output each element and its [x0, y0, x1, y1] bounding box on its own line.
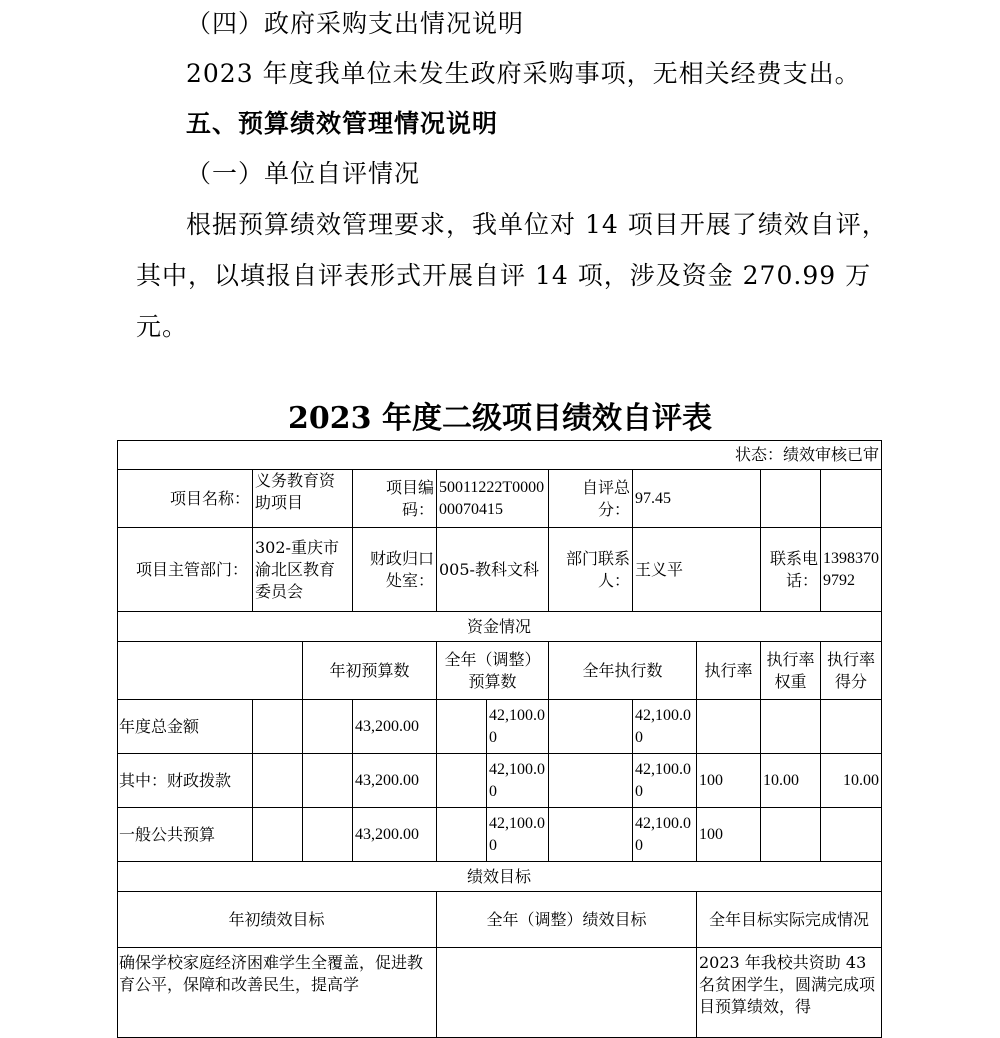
col-initial-goal: 年初绩效目标: [117, 892, 437, 948]
exec-score-value: [821, 700, 882, 754]
dept: 302-重庆市渝北区教育委员会: [253, 528, 353, 612]
dept-label: 项目主管部门：: [117, 528, 253, 612]
actual-completion-text: 2023 年我校共资助 43 名贫困学生，圆满完成项目预算绩效，得: [697, 948, 882, 1038]
execution-value: 42,100.00: [633, 754, 697, 808]
exec-rate-value: [697, 700, 761, 754]
col-initial-budget: 年初预算数: [303, 642, 437, 700]
phone-label: 联系电话：: [761, 528, 821, 612]
finance-office: 005-教科文科: [437, 528, 549, 612]
empty-cell: [303, 754, 353, 808]
performance-section-header: 绩效目标: [117, 862, 882, 892]
paragraph-line-3: 元。: [136, 312, 189, 341]
initial-budget-value: 43,200.00: [353, 700, 437, 754]
col-exec-rate: 执行率: [697, 642, 761, 700]
paragraph-line-1: 根据预算绩效管理要求，我单位对 14 项目开展了绩效自评，: [186, 210, 888, 239]
empty-cell: [549, 754, 633, 808]
adjusted-goal-text: [437, 948, 697, 1038]
empty-cell: [253, 754, 303, 808]
empty-cell: [821, 470, 882, 528]
empty-cell: [117, 642, 303, 700]
exec-rate-value: 100: [697, 808, 761, 862]
project-code: 50011222T000000070415: [437, 470, 549, 528]
self-eval-total-label: 自评总分：: [549, 470, 633, 528]
phone: 13983709792: [821, 528, 882, 612]
initial-budget-value: 43,200.00: [353, 754, 437, 808]
col-exec-weight: 执行率权重: [761, 642, 821, 700]
paragraph-line-2: 其中，以填报自评表形式开展自评 14 项，涉及资金 270.99 万: [136, 261, 872, 290]
exec-score-value: [821, 808, 882, 862]
execution-value: 42,100.00: [633, 700, 697, 754]
col-actual-completion: 全年目标实际完成情况: [697, 892, 882, 948]
empty-cell: [253, 808, 303, 862]
table-title: 2023 年度二级项目绩效自评表: [288, 401, 712, 436]
dept-contact-label: 部门联系人：: [549, 528, 633, 612]
empty-cell: [253, 700, 303, 754]
empty-cell: [437, 808, 487, 862]
row-label: 其中：财政拨款: [117, 754, 253, 808]
finance-office-label: 财政归口处室：: [353, 528, 437, 612]
adjusted-budget-value: 42,100.00: [487, 700, 549, 754]
status-cell: 状态：绩效审核已审: [117, 440, 882, 470]
col-execution: 全年执行数: [549, 642, 697, 700]
project-code-label: 项目编码：: [353, 470, 437, 528]
project-name-label: 项目名称：: [117, 470, 253, 528]
section4-text: 2023 年度我单位未发生政府采购事项，无相关经费支出。: [186, 59, 861, 88]
exec-score-value: 10.00: [821, 754, 882, 808]
empty-cell: [549, 700, 633, 754]
self-eval-total: 97.45: [633, 470, 761, 528]
row-label: 一般公共预算: [117, 808, 253, 862]
funds-section-header: 资金情况: [117, 612, 882, 642]
project-name: 义务教育资助项目: [253, 470, 353, 528]
initial-budget-value: 43,200.00: [353, 808, 437, 862]
empty-cell: [437, 700, 487, 754]
performance-self-evaluation-table: [117, 440, 882, 1038]
empty-cell: [549, 808, 633, 862]
col-adjusted-budget: 全年（调整）预算数: [437, 642, 549, 700]
col-exec-score: 执行率得分: [821, 642, 882, 700]
row-label: 年度总金额: [117, 700, 253, 754]
dept-contact: 王义平: [633, 528, 761, 612]
empty-cell: [761, 470, 821, 528]
section4-heading: （四）政府采购支出情况说明: [186, 9, 525, 38]
subsection1-heading: （一）单位自评情况: [186, 159, 421, 188]
exec-rate-value: 100: [697, 754, 761, 808]
section5-heading: 五、预算绩效管理情况说明: [186, 109, 499, 138]
empty-cell: [303, 700, 353, 754]
empty-cell: [303, 808, 353, 862]
execution-value: 42,100.00: [633, 808, 697, 862]
col-adjusted-goal: 全年（调整）绩效目标: [437, 892, 697, 948]
initial-goal-text: 确保学校家庭经济困难学生全覆盖，促进教育公平，保障和改善民生，提高学: [117, 948, 437, 1038]
empty-cell: [437, 754, 487, 808]
adjusted-budget-value: 42,100.00: [487, 808, 549, 862]
exec-weight-value: [761, 700, 821, 754]
exec-weight-value: [761, 808, 821, 862]
exec-weight-value: 10.00: [761, 754, 821, 808]
adjusted-budget-value: 42,100.00: [487, 754, 549, 808]
